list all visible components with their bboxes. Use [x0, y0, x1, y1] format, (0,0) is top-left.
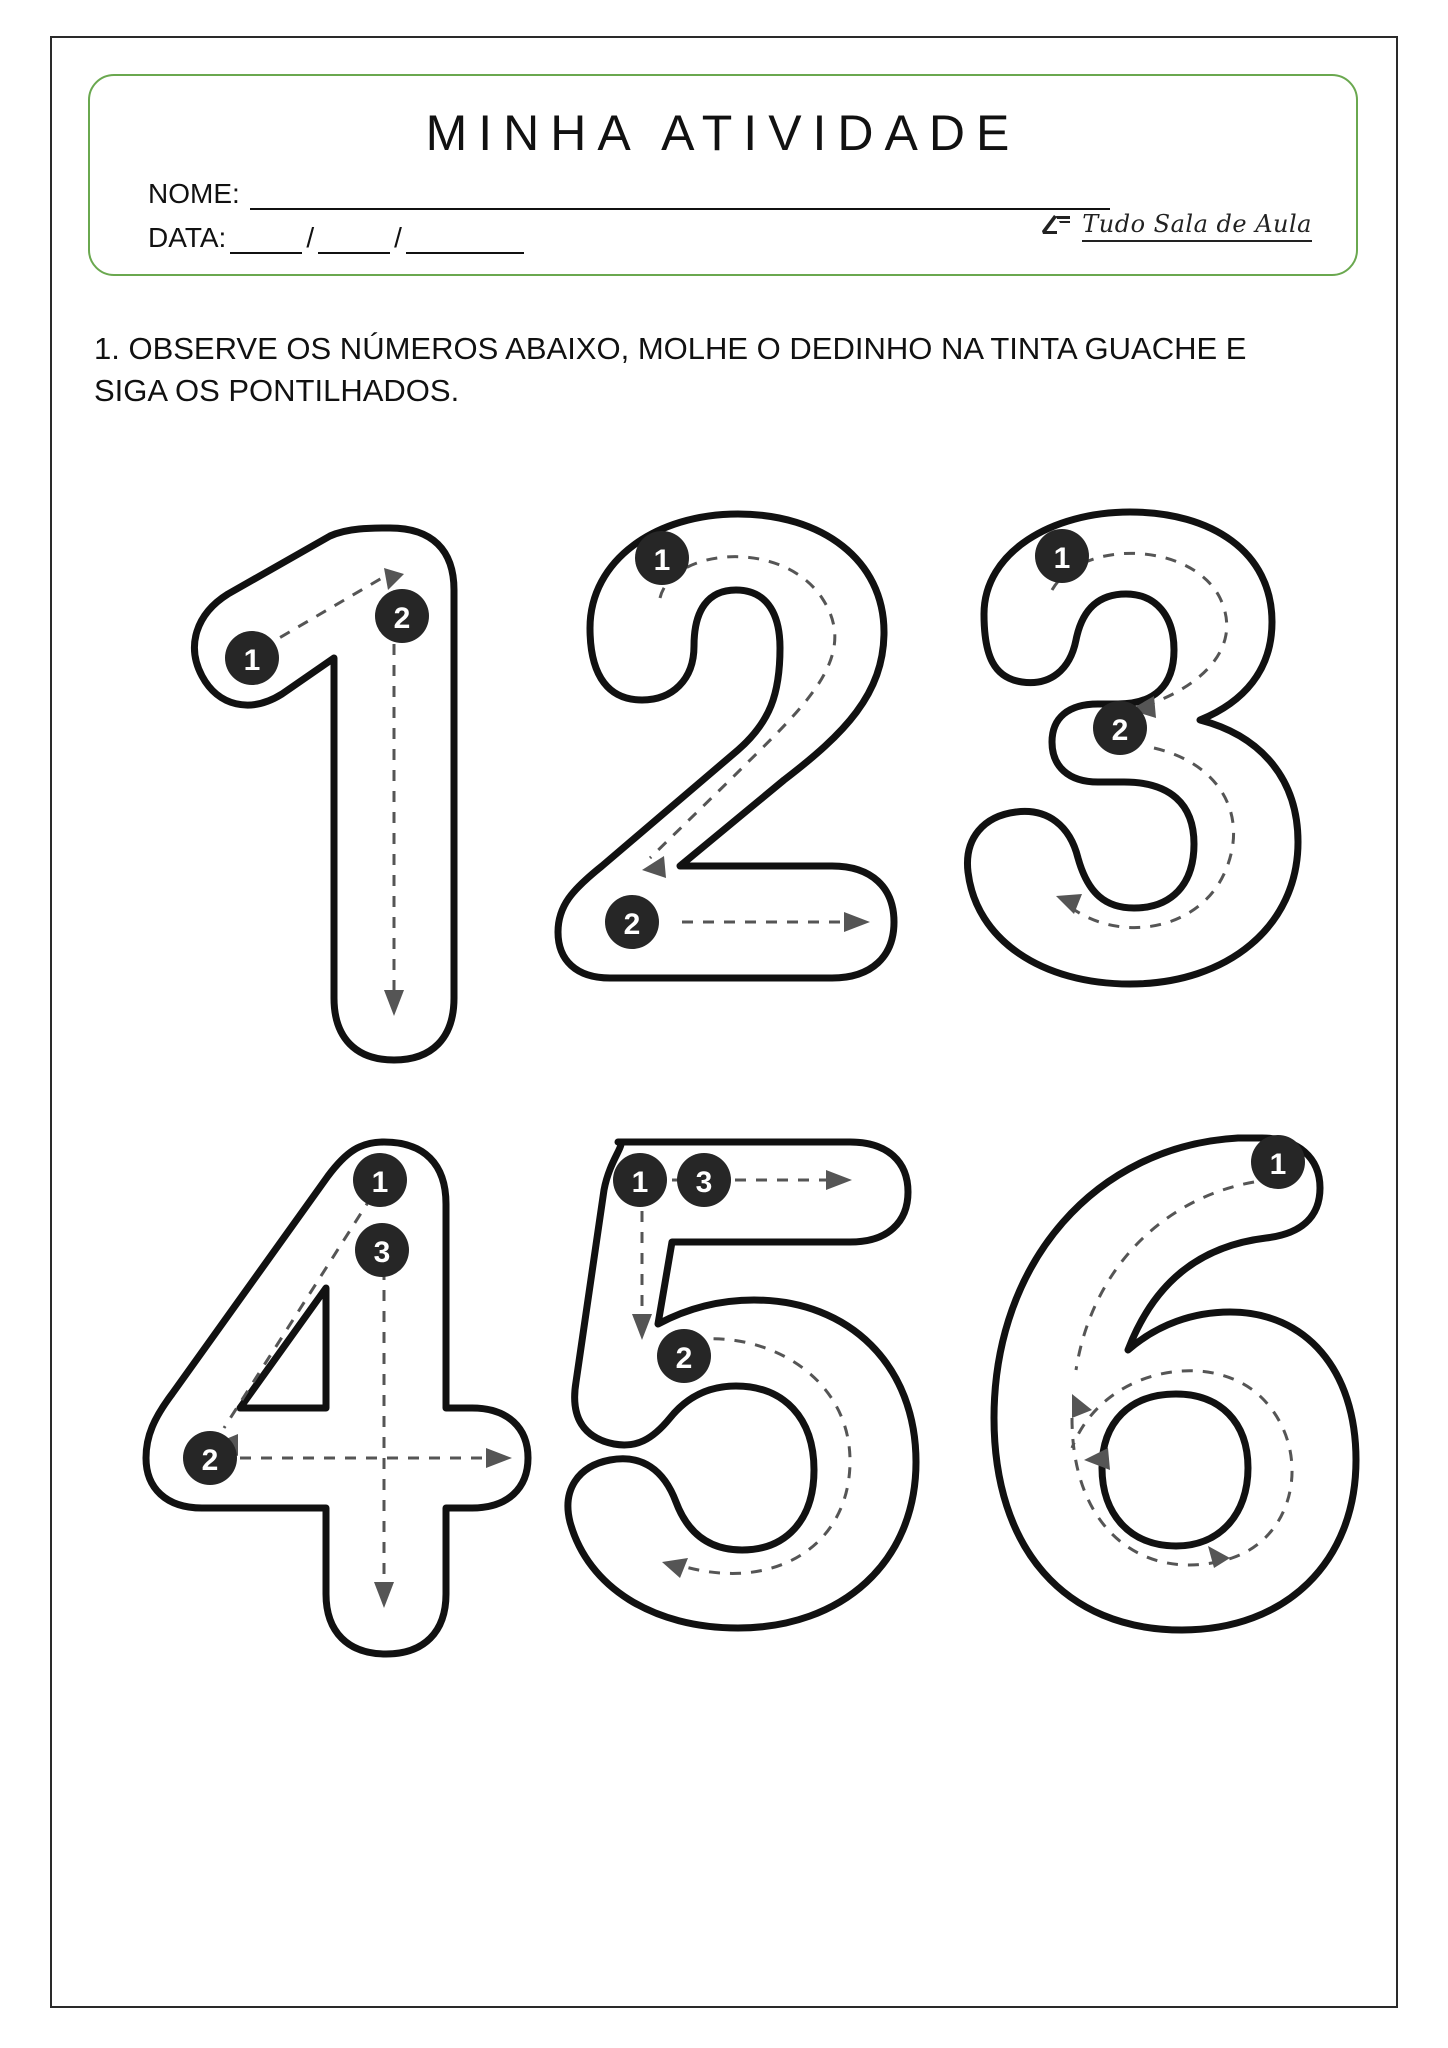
brand-name: Tudo Sala de Aula	[1082, 210, 1312, 242]
svg-text:1: 1	[371, 1166, 389, 1199]
number-2-cell	[532, 498, 968, 1118]
svg-text:3: 3	[695, 1166, 713, 1199]
brand-logo	[1040, 210, 1312, 242]
svg-text:1: 1	[653, 544, 671, 577]
svg-text:1: 1	[631, 1166, 649, 1199]
date-year-line[interactable]	[406, 226, 524, 254]
number-5-cell	[532, 1118, 968, 1738]
date-label: DATA:	[148, 222, 227, 253]
svg-text:1: 1	[1269, 1148, 1287, 1181]
page-title: MINHA ATIVIDADE	[425, 105, 1021, 161]
svg-text:2: 2	[1111, 714, 1129, 747]
worksheet-page	[50, 36, 1398, 2008]
svg-text:2: 2	[623, 908, 641, 941]
svg-text:2: 2	[675, 1342, 693, 1375]
name-input-line[interactable]	[250, 182, 1110, 210]
number-1-cell	[132, 498, 568, 1118]
instruction-text: 1. OBSERVE OS NÚMEROS ABAIXO, MOLHE O DEDINHO NA TINTA GUACHE E SIGA OS PONTILHADOS.	[94, 331, 1247, 408]
number-4-cell	[132, 1118, 568, 1738]
number-6-cell	[932, 1118, 1368, 1738]
numbers-grid	[72, 498, 1382, 1738]
svg-text:1: 1	[1053, 542, 1071, 575]
date-month-line[interactable]	[318, 226, 390, 254]
name-label: NOME:	[148, 178, 240, 209]
svg-text:2: 2	[393, 602, 411, 635]
number-3-cell	[932, 498, 1368, 1118]
header-box	[88, 74, 1358, 276]
date-day-line[interactable]	[230, 226, 302, 254]
date-field-row: DATA: / /	[148, 222, 524, 254]
book-icon	[1040, 211, 1074, 242]
svg-text:2: 2	[201, 1444, 219, 1477]
name-field-row	[148, 178, 1110, 210]
svg-text:1: 1	[243, 644, 261, 677]
svg-text:3: 3	[373, 1236, 391, 1269]
